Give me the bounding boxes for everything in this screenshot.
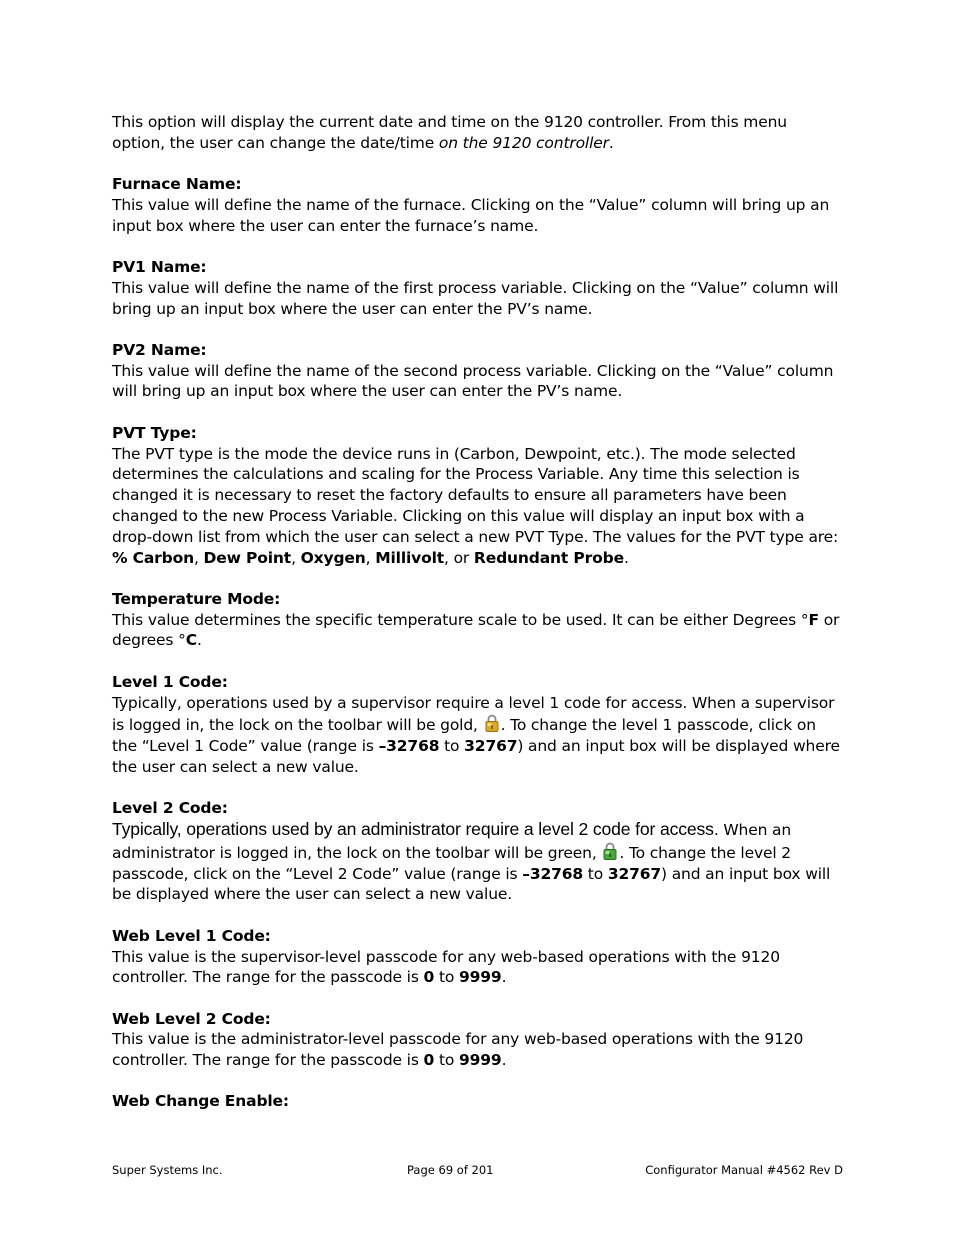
furnace-name-text: This value will define the name of the furnace. Clicking on the “Value” column will bring up an input box where the user can enter the furnace’s name. — [112, 195, 830, 235]
pvt-sep: , — [291, 548, 301, 567]
level1-max: 32767 — [464, 737, 518, 756]
level2-code-paragraph — [112, 819, 844, 905]
web-level1-min: 0 — [423, 968, 435, 987]
web-level1-paragraph — [112, 947, 844, 989]
pvt-type-paragraph — [112, 444, 844, 569]
pvt-sep: , or — [444, 548, 474, 567]
web-level1-max: 9999 — [459, 968, 502, 987]
footer-manual-title: Configurator Manual #4562 Rev D — [645, 1163, 843, 1177]
level1-code-paragraph — [112, 693, 844, 778]
level1-text3: ) and an input box will be displayed where the user can select a new value. — [112, 737, 840, 776]
temperature-mode-end: . — [196, 631, 202, 650]
level1-text2: . To change the level 1 passcode, click on the “Level 1 Code” value (range is — [112, 716, 816, 756]
level1-to: to — [439, 737, 465, 756]
temperature-mode-mid: or degrees ° — [112, 610, 840, 650]
level2-big-text: Typically, operations used by an administrator require a level 2 code for access. — [112, 819, 719, 840]
level2-code-heading: Level 2 Code: — [112, 799, 228, 818]
level2-min: –32768 — [522, 864, 583, 883]
pvt-type-heading: PVT Type: — [112, 423, 197, 442]
level2-to: to — [583, 864, 608, 883]
level1-min: –32768 — [378, 737, 440, 756]
pvt-value-carbon: % Carbon — [112, 548, 194, 567]
temperature-mode-text: This value determines the specific temperature scale to be used. It can be either Degrees ° — [112, 610, 809, 629]
web-level1-heading: Web Level 1 Code: — [112, 926, 271, 945]
page-content — [112, 112, 844, 1112]
web-level2-heading: Web Level 2 Code: — [112, 1009, 271, 1028]
web-level2-end: . — [501, 1051, 507, 1070]
pvt-value-redundant-probe: Redundant Probe — [473, 548, 624, 567]
web-change-enable-heading: Web Change Enable: — [112, 1092, 289, 1111]
level2-text: When an administrator is logged in, the lock on the toolbar will be green, — [112, 821, 792, 862]
intro-paragraph — [112, 112, 844, 154]
web-level2-text: This value is the administrator-level passcode for any web-based operations with the 9120 controller. The range for the passcode is — [112, 1030, 804, 1070]
level1-code-heading: Level 1 Code: — [112, 672, 228, 691]
page-footer — [112, 1163, 843, 1179]
web-level1-text: This value is the supervisor-level passcode for any web-based operations with the 9120 controller. The range for the passcode is — [112, 947, 780, 987]
pv2-name-text: This value will define the name of the second process variable. Clicking on the “Value” column will bring up an input box where the user can enter the PV’s name. — [112, 361, 834, 401]
web-level2-to: to — [434, 1051, 460, 1070]
level2-text2: . To change the level 2 passcode, click on the “Level 2 Code” value (range is — [112, 843, 792, 883]
pvt-value-millivolt: Millivolt — [375, 548, 445, 567]
temperature-mode-paragraph — [112, 610, 844, 652]
furnace-name-heading: Furnace Name: — [112, 175, 242, 194]
web-level1-to: to — [434, 968, 460, 987]
green-lock-icon — [602, 841, 618, 861]
pvt-sep: , — [193, 548, 204, 567]
footer-page-number: Page 69 of 201 — [407, 1163, 494, 1177]
web-level1-end: . — [501, 968, 507, 987]
degrees-f: F — [808, 610, 819, 629]
web-level2-paragraph — [112, 1029, 844, 1071]
pvt-value-oxygen: Oxygen — [300, 548, 366, 567]
level2-max: 32767 — [607, 864, 662, 883]
degrees-c: C — [185, 631, 197, 650]
pvt-type-text: The PVT type is the mode the device runs in (Carbon, Dewpoint, etc.). The mode selected determines the calculations and scaling for the Process Variable. Any time this selection is changed it is necessary to reset the factory defaults to ensure all parameters have been changed to the new Process Variable. Clicking on this value will display an input box with a drop-down list from which the user can select a new PVT Type. The values for the PVT type are: — [112, 444, 839, 546]
level1-text: Typically, operations used by a supervisor require a level 1 code for access. When a supervisor is logged in, the lock on the toolbar will be gold, — [112, 693, 835, 735]
intro-italic: on the 9120 controller — [438, 133, 609, 152]
pvt-sep: , — [365, 548, 376, 567]
web-level2-min: 0 — [423, 1051, 435, 1070]
pvt-end: . — [623, 548, 629, 567]
footer-company: Super Systems Inc. — [112, 1163, 223, 1177]
temperature-mode-heading: Temperature Mode: — [112, 589, 281, 608]
intro-end: . — [608, 133, 614, 152]
pv2-name-heading: PV2 Name: — [112, 340, 207, 359]
pv1-name-text: This value will define the name of the first process variable. Clicking on the “Value” column will bring up an input box where the user can enter the PV’s name. — [112, 278, 839, 318]
pv1-name-heading: PV1 Name: — [112, 257, 207, 276]
pvt-value-dewpoint: Dew Point — [203, 548, 292, 567]
web-level2-max: 9999 — [459, 1051, 502, 1070]
gold-lock-icon — [484, 713, 500, 733]
intro-text: This option will display the current date and time on the 9120 controller. From this menu option, the user can change the date/time — [112, 113, 787, 152]
level2-text3: ) and an input box will be displayed where the user can select a new value. — [112, 864, 831, 904]
